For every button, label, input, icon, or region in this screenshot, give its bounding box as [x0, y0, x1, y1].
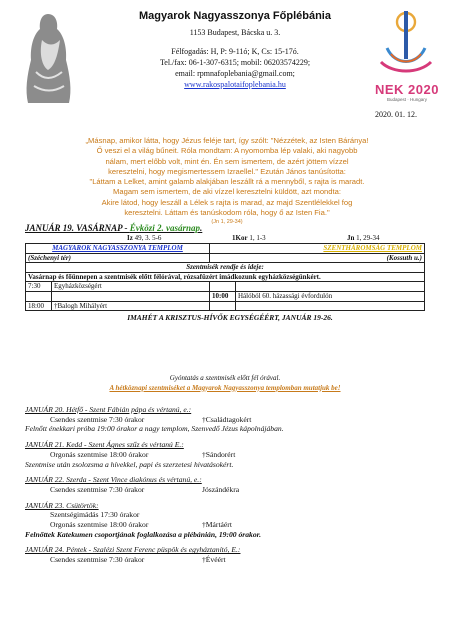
sunday-heading-end: .: [200, 223, 203, 233]
day-description: Szentmise után zsolozsma a hívekkel, papi és szerzetesi hivatásokért.: [25, 459, 234, 469]
parish-website-link[interactable]: www.rakospalotaifoplebania.hu: [184, 80, 286, 89]
gospel-line: keresztelni, hogy megismertessem Izraellel." Ezután János tanúsította:: [108, 166, 346, 176]
parish-address: 1153 Budapest, Bácska u. 3.: [189, 28, 281, 37]
mass-intention: †Évéért: [202, 555, 226, 565]
mass-order-title: Szentmisék rendje és ideje:: [26, 263, 425, 273]
mass-intention: †Családtagokért: [202, 414, 252, 424]
mass-intention: Jószándékra: [202, 484, 240, 494]
bulletin-date: 2020. 01. 12.: [375, 110, 417, 119]
office-hours: Félfogadás: H, P: 9-11ó; K, Cs: 15-17ó.: [171, 47, 299, 56]
reading-3: Jn 1, 29-34: [347, 234, 380, 242]
mass-intention: †Sándorért: [202, 449, 236, 459]
mass-intention: †Mártáért: [202, 520, 232, 530]
mass-time: 7:30: [26, 282, 52, 292]
table-row: [26, 301, 425, 311]
mass-label: Csendes szentmise 7:30 órakor: [50, 555, 145, 565]
mass-time: 10:00: [210, 291, 236, 301]
confession-note: Gyóntatás a szentmisék előtt fél órával.: [169, 374, 281, 382]
nek-subtitle: Budapest · Hungary: [386, 97, 428, 102]
mass-row: [25, 415, 435, 425]
mass-time: [26, 291, 52, 301]
mass-label: Orgonás szentmise 18:00 órakor: [50, 520, 149, 530]
gospel-line: Ő veszi el a világ bűneit. Róla mondtam: A nyomomba lép valaki, aki nagyobb: [96, 146, 358, 156]
mass-row: [25, 485, 435, 495]
day-heading: JANUÁR 23. Csütörtök:: [25, 500, 99, 510]
table-row: [26, 282, 425, 292]
mass-row: [25, 555, 435, 565]
rosary-note: Vasárnap és főünnepen a szentmisék előtt félórával, rózsafüzért imádkozunk egyházközségünkért.: [26, 272, 425, 282]
mass-row: [25, 450, 435, 460]
gospel-reference: (Jn 1, 29-34): [211, 219, 243, 226]
gospel-line: "Láttam a Lelket, amint galamb alakjában leszállt rá a mennyből, s rajta is maradt.: [89, 177, 365, 187]
reading-1: Iz 49, 3. 5-6: [127, 234, 162, 242]
mass-intention: Egyházközségért: [52, 282, 210, 292]
mass-row: [25, 510, 435, 520]
mass-intention: [236, 301, 425, 311]
prayer-week-banner: IMAHÉT A KRISZTUS-HÍVŐK EGYSÉGÉÉRT, JANUÁR 19-26.: [127, 313, 333, 323]
mass-schedule-table: [25, 243, 425, 311]
mass-intention: [52, 291, 210, 301]
church-1-location: (Széchenyi tér): [26, 253, 210, 263]
table-row: [26, 291, 425, 301]
mass-time: [210, 301, 236, 311]
gospel-quote: [20, 136, 434, 226]
mass-label: Csendes szentmise 7:30 órakor: [50, 484, 145, 494]
list-item: [25, 475, 435, 494]
mass-row: [25, 520, 435, 530]
nek-title: NEK 2020: [375, 82, 439, 97]
church-2-location: (Kossuth u.): [210, 253, 425, 263]
mass-label: Szentségimádás 17:30 órakor: [50, 510, 140, 520]
mass-intention: Hálóból 60. házassági évfordulón: [236, 291, 425, 301]
parish-header: [90, 9, 380, 90]
list-item: [25, 440, 435, 469]
day-description: Felnőttek Katekumen csoportjának foglalkozása a plébánián, 19:00 órakor.: [25, 529, 262, 539]
parish-phone: Tel./fax: 06-1-307-6315; mobil: 06203574229;: [159, 58, 311, 67]
mass-time: 18:00: [26, 301, 52, 311]
weekday-mass-note: A hétköznapi szentmiséket a Magyarok Nagyasszonya templomban mutatjuk be!: [109, 383, 341, 392]
nek-2020-logo: [373, 8, 439, 82]
day-heading: JANUÁR 20. Hétfő - Szent Fábián pápa és vértanú, e.:: [25, 405, 192, 414]
gospel-line: Magam sem ismertem, de aki vízzel keresztelni küldött, azt mondta:: [113, 187, 341, 197]
gospel-line: keresztelni. Láttam és tanúskodom róla, hogy ő az Isten Fia.": [124, 208, 330, 218]
nek-brand: [371, 83, 443, 103]
sunday-liturgical-name: Évközi 2. vasárnap: [129, 223, 201, 233]
gospel-line: nálam, mert előbb volt, mint én. Én sem ismertem, de azért jöttem vízzel: [105, 156, 349, 166]
reading-2: 1Kor 1, 1-3: [232, 234, 266, 242]
gospel-line: Akire látod, hogy leszáll a Lélek s rajta is marad, az majd Szentlélekkel fog: [101, 197, 353, 207]
day-heading: JANUÁR 21. Kedd - Szent Ágnes szűz és vértanú E.:: [25, 440, 184, 450]
day-heading: JANUÁR 24. Péntek - Szalézi Szent Ferenc püspök és egyháztanító, E.:: [25, 545, 241, 555]
parish-title: Magyarok Nagyasszonya Főplébánia: [139, 10, 331, 22]
virgin-mary-logo: [22, 10, 74, 106]
mass-label: Csendes szentmise 7:30 órakor: [50, 414, 145, 424]
mass-time: [210, 282, 236, 292]
gospel-line: „Másnap, amikor látta, hogy Jézus feléje tart, így szólt: "Nézzétek, az Isten Báránya!: [85, 136, 369, 145]
mass-label: Orgonás szentmise 18:00 órakor: [50, 449, 149, 459]
weekday-list: [25, 405, 435, 571]
day-heading: JANUÁR 22. Szerda - Szent Vince diakónus és vértanú, e.:: [25, 475, 202, 485]
day-description: Felnőtt énekkari próba 19:00 órakor a nagy templom, Szenvedő Jézus kápolnájában.: [25, 424, 284, 434]
sunday-heading: [25, 223, 435, 234]
church-1-name: MAGYAROK NAGYASSZONYA TEMPLOM: [26, 244, 210, 254]
sunday-readings: [25, 234, 435, 243]
confession-notes: [25, 374, 425, 393]
parish-email: email: rpmnafoplebania@gmail.com;: [175, 69, 295, 78]
church-2-name: SZENTHÁROMSÁG TEMPLOM: [210, 244, 425, 254]
list-item: [25, 545, 435, 564]
list-item: [25, 501, 435, 540]
mass-intention: †Balogh Mihályért: [52, 301, 210, 311]
sunday-section: [25, 223, 435, 322]
mass-intention: [236, 282, 425, 292]
sunday-heading-text: JANUÁR 19. VASÁRNAP -: [25, 223, 130, 233]
list-item: [25, 405, 435, 434]
